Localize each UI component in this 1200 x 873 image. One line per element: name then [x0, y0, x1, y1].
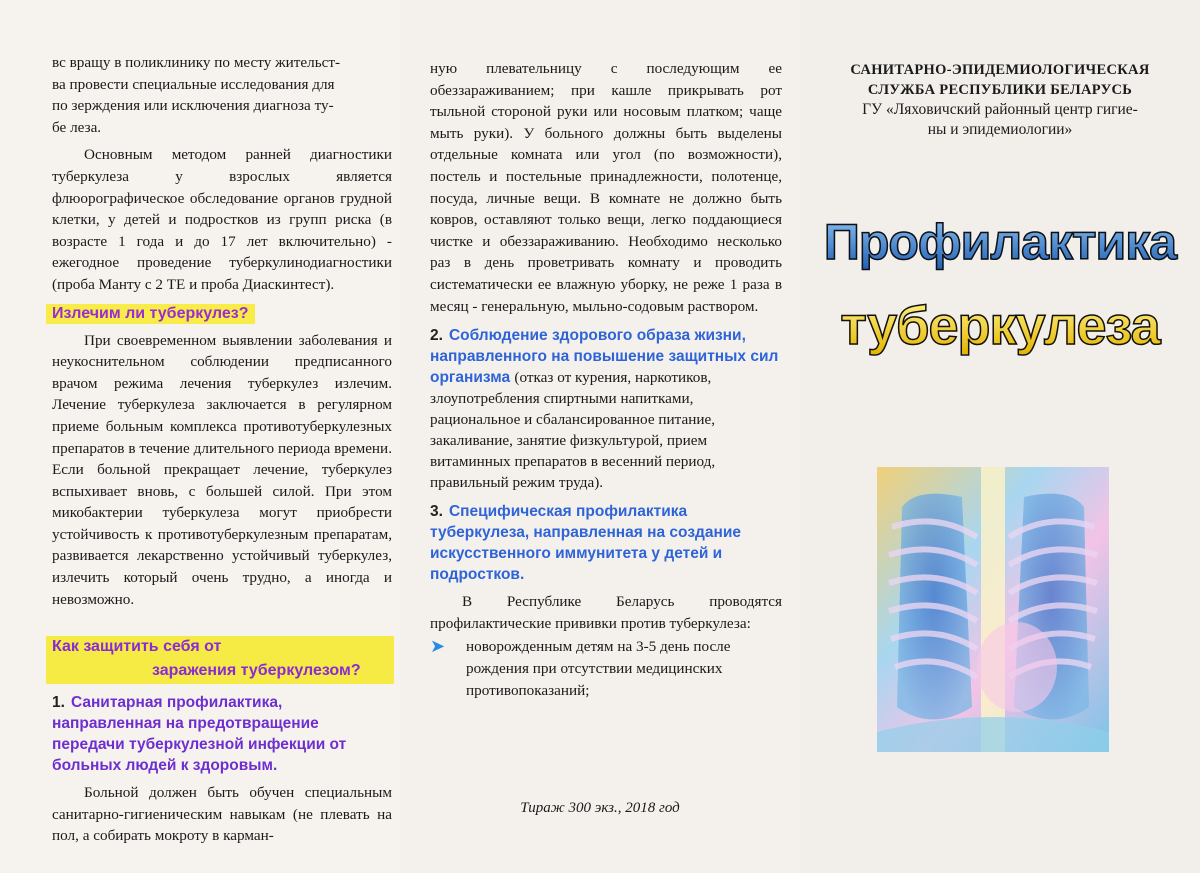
hygiene-paragraph: Больной должен быть обучен специальным санитарно-гигиеническим навыкам (не плевать на пол, а собирать мокроту в карман-	[52, 784, 392, 845]
bullet-newborns-text: новорожденным детям на 3-5 день после рождения при отсутствии медицинских противопоказаний;	[466, 638, 731, 699]
sanitary-prevention-heading	[52, 692, 392, 776]
arrow-bullet-icon: ➤	[430, 636, 446, 657]
patient-room-paragraph: ную плевательницу с последующим ее обеззараживанием; при кашле прикрывать рот тыльной стороной руки или носовым платком; чаще мыть руки). У больного должны быть выделены отдельные комната или угол (по возможности), постель и постельные принадлежности, полотенце, посуда, личные вещи. В комнате не должно быть ковров, оставляют только вещи, легко поддающиеся чистке и обеззараживанию. Необходимо несколько раз в день проветривать комнату и проводить систематически ее влажную уборку, не реже 1 раза в месяц - генеральную, мыльно-содовым раствором.	[430, 60, 782, 315]
sub1-text: Санитарная профилактика, направленная на предотвращение передачи туберкулезной инфекции от больных людей к здоровым.	[52, 694, 347, 775]
specific-prevention-heading	[430, 501, 782, 585]
protection-heading	[46, 636, 394, 684]
intro-line-4: бе леза.	[52, 118, 102, 136]
intro-fragment	[52, 52, 392, 138]
org-line-3: ГУ «Ляховичский районный центр гигие-	[862, 101, 1138, 118]
cover-title-line1: Профилактика	[800, 214, 1200, 270]
middle-panel	[400, 0, 800, 873]
vaccination-paragraph: В Республике Беларусь проводятся профилактические прививки против туберкулеза:	[430, 593, 782, 632]
protection-heading-line1: Как защитить себя от	[52, 638, 222, 656]
intro-line-1: вс вращу в поликлинику по месту жительст-	[52, 54, 341, 71]
bullet-newborns	[430, 636, 782, 701]
cover-title-line2: туберкулеза	[800, 298, 1200, 354]
cover-panel	[800, 0, 1200, 873]
chest-xray-image	[877, 467, 1109, 752]
print-run-note: Тираж 300 экз., 2018 год	[520, 800, 680, 816]
org-line-4: ны и эпидемиологии»	[927, 121, 1073, 138]
org-line-2: СЛУЖБА РЕСПУБЛИКИ БЕЛАРУСЬ	[867, 82, 1133, 98]
protection-heading-line2: заражения туберкулезом?	[152, 662, 361, 680]
left-panel	[0, 0, 400, 873]
organization-block	[800, 60, 1200, 140]
healthy-lifestyle-heading	[430, 325, 782, 493]
diagnostics-paragraph: Основным методом ранней диагностики туберкулеза у взрослых является флюорографическое обследование органов грудной клетки, у детей и подростков из групп риска (в возрасте 1 года и до 17 лет включительно) - ежегодное проведение туберкулинодиагностики (проба Манту с 2 ТЕ и проба Диаскинтест).	[52, 146, 392, 293]
intro-line-2: ва провести специальные исследования для	[52, 75, 335, 93]
sub3-number: 3.	[430, 503, 443, 521]
sub2-text: Соблюдение здорового образа жизни, направленного на повышение защитных сил организма	[430, 327, 779, 387]
curable-heading: Излечим ли туберкулез?	[46, 304, 255, 324]
intro-line-3: по зерждения или исключения диагноза ту-	[52, 97, 334, 115]
treatment-paragraph: При своевременном выявлении заболевания и неукоснительном соблюдении предписанного врачом режима лечения туберкулез излечим. Лечение туберкулеза заключается в регулярном приеме больным комплекса противотуберкулезных препаратов в течение длительного периода времени. Если больной прекращает лечение, туберкулез вспыхивает вновь, с большей силой. При этом микобактерии туберкулеза могут приобрести устойчивость к противотуберкулезным препаратам, развивается лекарственно устойчивый туберкулез, излечить который очень трудно, а иногда и невозможно.	[52, 331, 392, 608]
sub1-number: 1.	[52, 694, 65, 712]
org-line-1: САНИТАРНО-ЭПИДЕМИОЛОГИЧЕСКАЯ	[850, 62, 1150, 78]
sub2-number: 2.	[430, 327, 443, 345]
sub3-text: Специфическая профилактика туберкулеза, направленная на создание искусственного иммунитета у детей и подростков.	[430, 503, 741, 584]
sub2-details: (отказ от курения, наркотиков, злоупотребления спиртными напитками, рациональное и сбалансированное питание, закаливание, занятие физкультурой, прием витаминных препаратов в весенний период, правильный режим труда).	[430, 369, 716, 492]
